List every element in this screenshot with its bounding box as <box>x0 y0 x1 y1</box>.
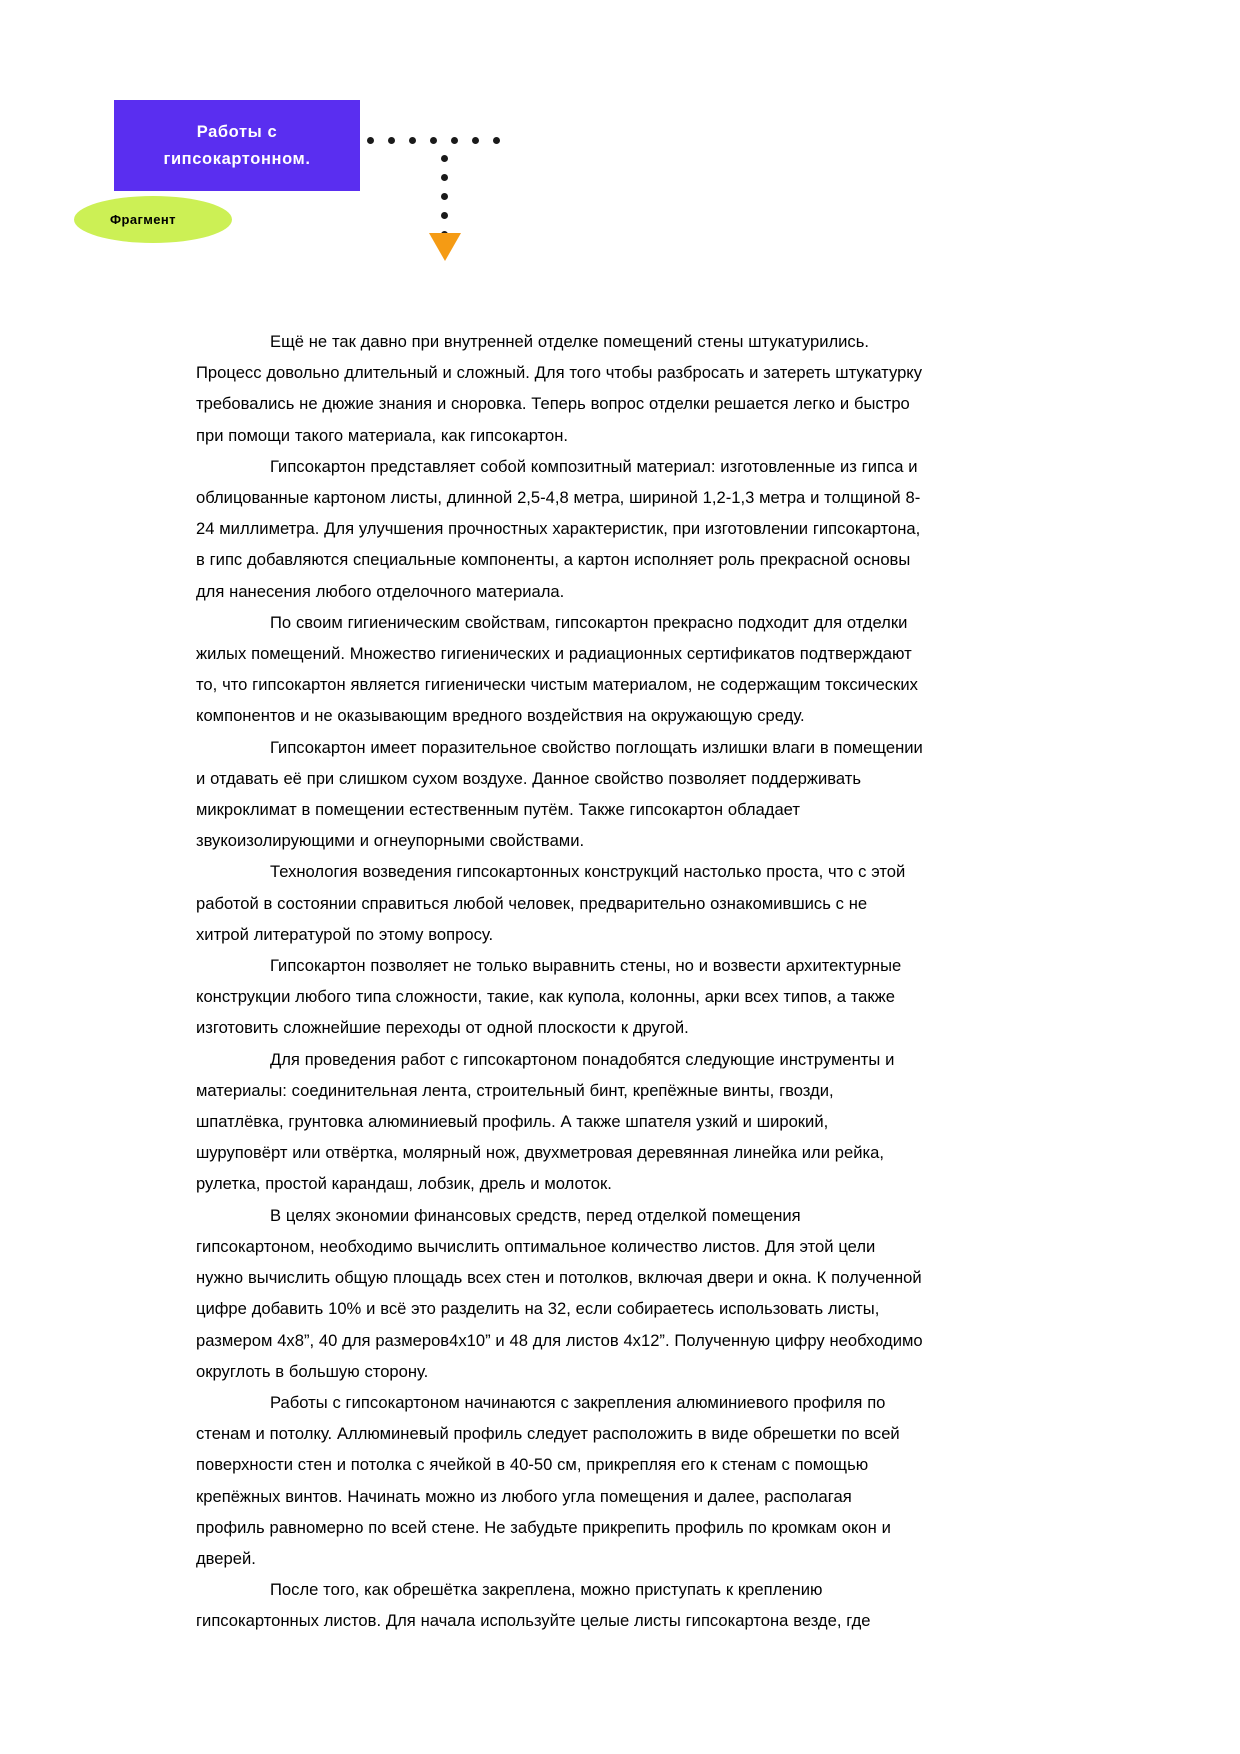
connector-dot <box>430 137 437 144</box>
connector-dot <box>367 137 374 144</box>
paragraph: В целях экономии финансовых средств, перед отделкой помещения гипсокартоном, необходимо вычислить оптимальное количество листов. Для этой цели нужно вычислить общую площадь всех стен и потолков, включая двери и окна. К полученной цифре добавить 10% и всё это разделить на 32, если собираетесь использовать листы, размером 4х8”, 40 для размеров4х10” и 48 для листов 4х12”. Полученную цифру необходимо округлоть в большую сторону. <box>196 1205 923 1381</box>
title-box <box>114 100 360 191</box>
paragraph: Гипсокартон представляет собой композитный материал: изготовленные из гипса и облицованные картоном листы, длинной 2,5-4,8 метра, шириной 1,2-1,3 метра и толщиной 8-24 миллиметра. Для улучшения прочностных характеристик, при изготовлении гипсокартона, в гипс добавляются специальные компоненты, а картон исполняет роль прекрасной основы для нанесения любого отделочного материала. <box>196 456 921 601</box>
connector-dot <box>441 193 448 200</box>
paragraph: Гипсокартон позволяет не только выравнить стены, но и возвести архитектурные конструкции любого типа сложности, такие, как купола, колонны, арки всех типов, а также изготовить сложнейшие переходы от одной плоскости к другой. <box>196 956 902 1038</box>
connector-dot <box>409 137 416 144</box>
connector-dot <box>388 137 395 144</box>
fragment-label: Фрагмент <box>110 212 176 227</box>
paragraph: Гипсокартон имеет поразительное свойство поглощать излишки влаги в помещении и отдавать её при слишком сухом воздухе. Данное свойство позволяет поддерживать микроклимат в помещении естественным путём. Также гипсокартон обладает звукоизолирующими и огнеупорными свойствами. <box>196 737 923 851</box>
connector-dot <box>472 137 479 144</box>
title-line-2: гипсокартонном. <box>163 149 311 168</box>
paragraph: Технология возведения гипсокартонных конструкций настолько проста, что с этой работой в состоянии справиться любой человек, предварительно ознакомившись с не хитрой литературой по этому вопросу. <box>196 862 906 944</box>
article-body <box>196 326 924 1637</box>
connector-dot <box>493 137 500 144</box>
title-line-1: Работы с <box>196 122 278 141</box>
connector-dot <box>441 155 448 162</box>
fragment-badge <box>74 196 232 243</box>
paragraph: Для проведения работ с гипсокартоном понадобятся следующие инструменты и материалы: соединительная лента, строительный бинт, крепёжные винты, гвозди, шпатлёвка, грунтовка алюминиевый профиль. А также шпателя узкий и широкий, шуруповёрт или отвёртка, молярный нож, двухметровая деревянная линейка или рейка, рулетка, простой карандаш, лобзик, дрель и молоток. <box>196 1049 895 1194</box>
connector-dot <box>451 137 458 144</box>
paragraph: По своим гигиеническим свойствам, гипсокартон прекрасно подходит для отделки жилых помещений. Множество гигиенических и радиационных сертификатов подтверждают то, что гипсокартон является гигиенически чистым материалом, не содержащим токсических компонентов и не оказывающим вредного воздействия на окружающую среду. <box>196 612 918 726</box>
connector-dot <box>441 174 448 181</box>
paragraph: Работы с гипсокартоном начинаются с закрепления алюминиевого профиля по стенам и потолку. Аллюминевый профиль следует расположить в виде обрешетки по всей поверхности стен и потолка с ячейкой в 40-50 см, прикрепляя его к стенам с помощью крепёжных винтов. Начинать можно из любого угла помещения и далее, располагая профиль равномерно по всей стене. Не забудьте прикрепить профиль по кромкам окон и дверей. <box>196 1392 900 1568</box>
paragraph: Ещё не так давно при внутренней отделке помещений стены штукатурились. Процесс довольно длительный и сложный. Для того чтобы разбросать и затереть штукатурку требовались не дюжие знания и сноровка. Теперь вопрос отделки решается легко и быстро при помощи такого материала, как гипсокартон. <box>196 332 923 445</box>
header-graphic <box>0 0 1240 300</box>
connector-dot <box>441 212 448 219</box>
paragraph: После того, как обрешётка закреплена, можно приступать к креплению гипсокартонных листов. Для начала используйте целые листы гипсокартона везде, где <box>196 1580 871 1631</box>
arrow-down-icon <box>429 233 461 261</box>
